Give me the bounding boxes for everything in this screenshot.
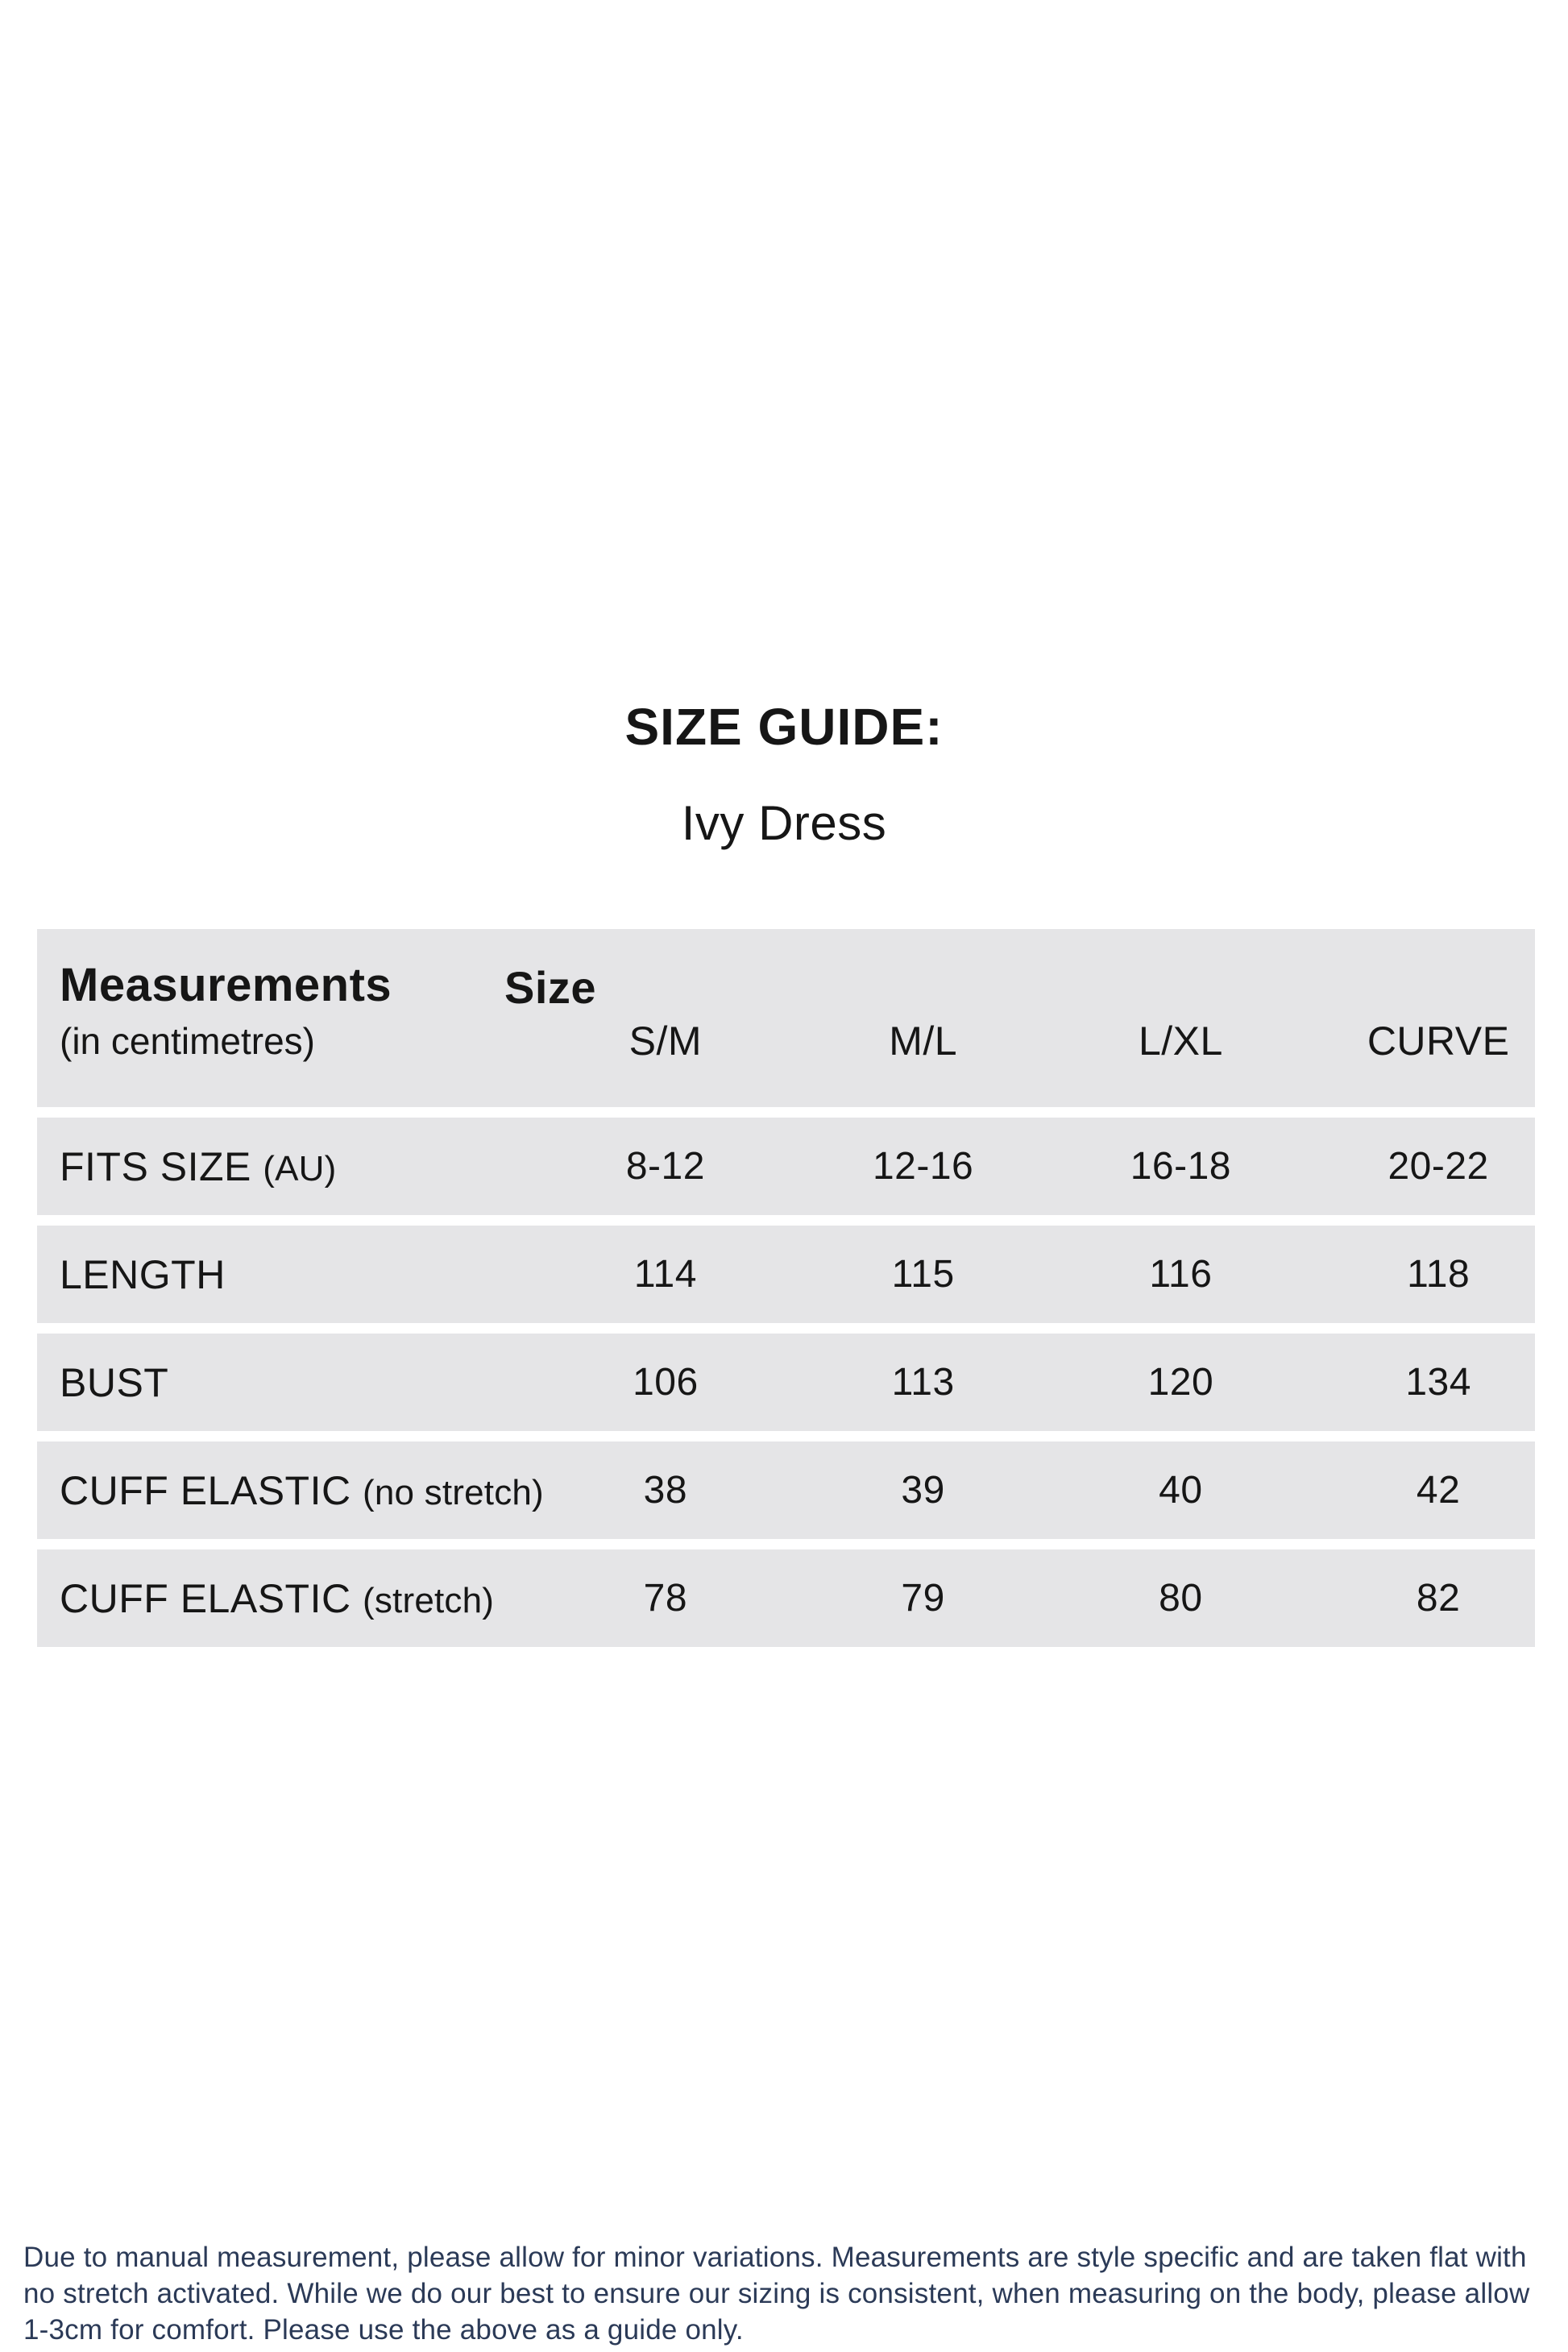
table-row-bust	[37, 1334, 1535, 1431]
cell-value: 106	[633, 1361, 699, 1404]
row-label	[37, 1143, 504, 1190]
cell-value: 120	[1147, 1361, 1214, 1404]
cell-value: 116	[1149, 1253, 1213, 1296]
cell-value: 20-22	[1388, 1145, 1489, 1188]
row-label-main: LENGTH	[60, 1251, 226, 1297]
column-header-ml: M/L	[889, 1018, 958, 1064]
cell-value: 8-12	[625, 1145, 705, 1188]
size-guide-table	[37, 929, 1535, 1657]
page-title: SIZE GUIDE:	[624, 698, 944, 756]
table-row-cuff-elastic-no-stretch	[37, 1441, 1535, 1539]
row-label	[37, 1467, 544, 1514]
table-row-cuff-elastic-stretch	[37, 1549, 1535, 1647]
cell-value: 134	[1405, 1361, 1471, 1404]
product-name: Ivy Dress	[681, 796, 887, 850]
disclaimer-line: no stretch activated. While we do our best to ensure our sizing is consistent, when measuring on the body, please allow	[23, 2278, 1530, 2309]
title-block	[0, 698, 1568, 850]
row-label-note: (AU)	[263, 1148, 337, 1188]
cell-value: 115	[891, 1253, 955, 1296]
cell-value: 38	[643, 1469, 688, 1512]
cell-value: 78	[643, 1577, 688, 1620]
disclaimer-text	[23, 2239, 1546, 2348]
cell-value: 113	[891, 1361, 955, 1404]
cell-value: 42	[1416, 1469, 1461, 1512]
cell-value: 118	[1407, 1253, 1471, 1296]
table-header-row	[37, 929, 1535, 1107]
cell-value: 12-16	[872, 1145, 974, 1188]
row-label-main: FITS SIZE	[60, 1143, 251, 1189]
column-header-lxl: L/XL	[1138, 1018, 1223, 1064]
units-note: (in centimetres)	[60, 1020, 315, 1062]
column-header-curve: CURVE	[1367, 1018, 1510, 1064]
measurements-header: Measurements	[60, 959, 392, 1011]
cell-value: 40	[1159, 1469, 1203, 1512]
disclaimer-line: 1-3cm for comfort. Please use the above as a guide only.	[23, 2314, 744, 2346]
row-label	[37, 1575, 504, 1622]
row-label-note: (no stretch)	[363, 1472, 544, 1512]
size-header: Size	[504, 962, 597, 1013]
row-label	[37, 1251, 504, 1298]
row-label-main: CUFF ELASTIC	[60, 1575, 351, 1621]
row-label-main: BUST	[60, 1359, 169, 1405]
row-label	[37, 1359, 504, 1406]
row-label-note: (stretch)	[363, 1580, 495, 1620]
table-row-length	[37, 1226, 1535, 1323]
cell-value: 16-18	[1130, 1145, 1231, 1188]
column-header-sm: S/M	[628, 1018, 703, 1064]
row-label-main: CUFF ELASTIC	[60, 1467, 351, 1513]
cell-value: 80	[1159, 1577, 1203, 1620]
table-row-fits-size	[37, 1118, 1535, 1215]
cell-value: 39	[901, 1469, 945, 1512]
cell-value: 82	[1416, 1577, 1461, 1620]
disclaimer-line: Due to manual measurement, please allow for minor variations. Measurements are style specific and are taken flat with	[23, 2242, 1527, 2273]
cell-value: 79	[901, 1577, 945, 1620]
cell-value: 114	[633, 1253, 697, 1296]
